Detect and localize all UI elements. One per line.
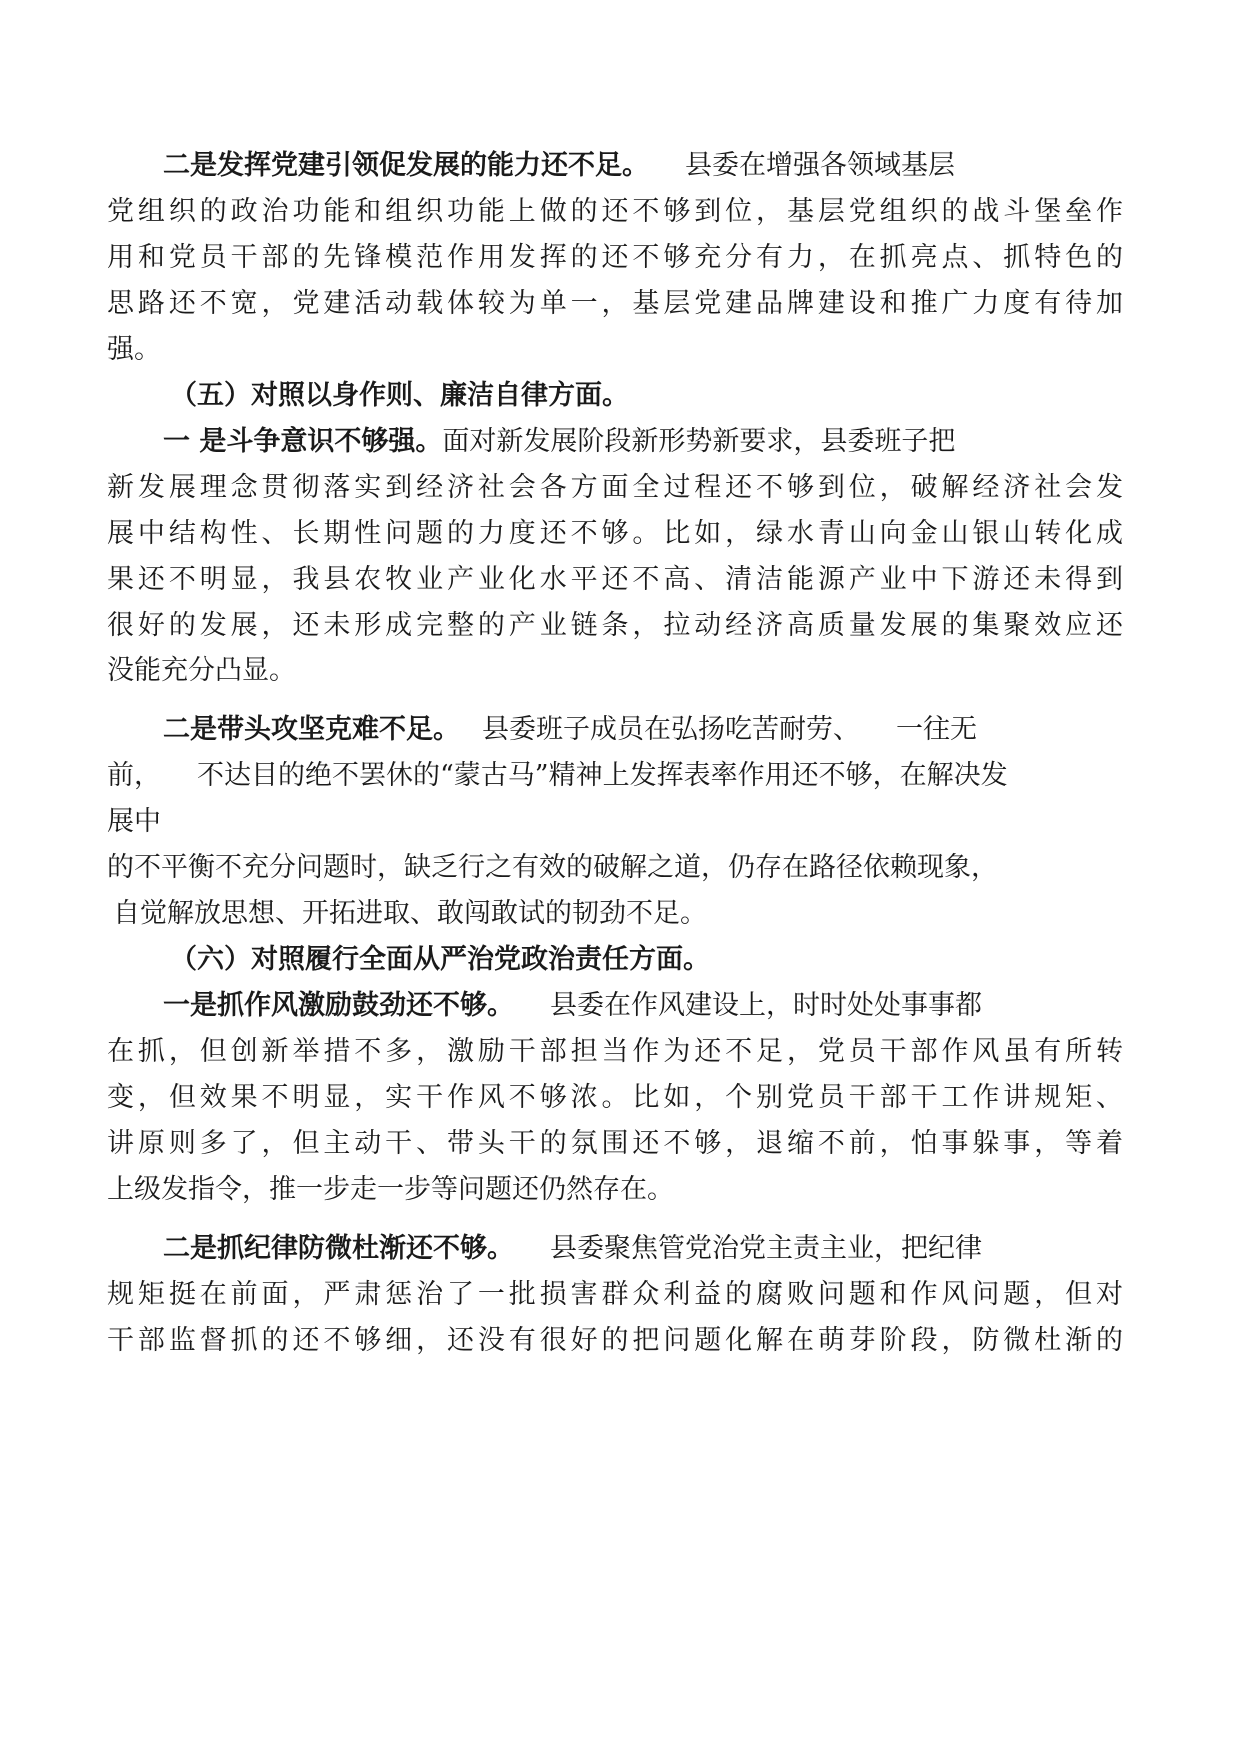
paragraph-line: 新 发 展 理 念 贯 彻 落 实 到 经 济 社 会 各 方 面 全 过 程 还 不 够 到 位 ， 破 解 经 济 社 会 发: [107, 472, 1123, 503]
paragraph-line: [163, 148, 955, 184]
paragraph-text: 前，: [107, 760, 161, 791]
paragraph-line: [163, 1231, 982, 1267]
paragraph-text: 一往无: [896, 714, 977, 745]
paragraph-line: 很 好 的 发 展 ， 还 未 形 成 完 整 的 产 业 链 条 ， 拉 动 经 济 高 质 量 发 展 的 集 聚 效 应 还: [107, 610, 1123, 641]
paragraph-line: 展中: [107, 806, 161, 837]
paragraph-text: 县委聚焦管党治党主责主业，把纪律: [550, 1233, 982, 1264]
paragraph-line: 讲 原 则 多 了 ， 但 主 动 干 、 带 头 干 的 氛 围 还 不 够 ， 退 缩 不 前 ， 怕 事 躲 事 ， 等 着: [107, 1128, 1123, 1159]
paragraph-text: 不达目的绝不罢休的“蒙古马”精神上发挥表率作用还不够，在解决发: [197, 760, 1008, 791]
section-heading: （六）对照履行全面从严治党政治责任方面。: [170, 944, 710, 975]
section-heading: （五）对照以身作则、廉洁自律方面。: [170, 380, 629, 411]
paragraph-heading: 一是抓作风激励鼓劲还不够。: [163, 990, 514, 1021]
paragraph-line: [163, 424, 955, 460]
paragraph-line: [163, 988, 982, 1024]
paragraph-line: [107, 758, 1008, 794]
paragraph-heading: 二是抓纪律防微杜渐还不够。: [163, 1233, 514, 1264]
paragraph-line: 展 中 结 构 性 、 长 期 性 问 题 的 力 度 还 不 够 。 比 如 ， 绿 水 青 山 向 金 山 银 山 转 化 成: [107, 518, 1123, 549]
paragraph-line: 用 和 党 员 干 部 的 先 锋 模 范 作 用 发 挥 的 还 不 够 充 分 有 力 ， 在 抓 亮 点 、 抓 特 色 的: [107, 242, 1123, 273]
paragraph-line: 干 部 监 督 抓 的 还 不 够 细 ， 还 没 有 很 好 的 把 问 题 化 解 在 萌 芽 阶 段 ， 防 微 杜 渐 的: [107, 1325, 1123, 1356]
paragraph-line: 没能充分凸显。: [107, 655, 296, 686]
paragraph-line: 自觉解放思想、开拓进取、敢闯敢试的韧劲不足。: [113, 898, 707, 929]
paragraph-text: 县委在作风建设上，时时处处事事都: [550, 990, 982, 1021]
paragraph-heading: 二是发挥党建引领促发展的能力还不足。: [163, 150, 649, 181]
paragraph-line: 党 组 织 的 政 治 功 能 和 组 织 功 能 上 做 的 还 不 够 到 位 ， 基 层 党 组 织 的 战 斗 堡 垒 作: [107, 196, 1123, 227]
paragraph-line: 在 抓 ， 但 创 新 举 措 不 多 ， 激 励 干 部 担 当 作 为 还 不 足 ， 党 员 干 部 作 风 虽 有 所 转: [107, 1036, 1123, 1067]
paragraph-line: 的不平衡不充分问题时，缺乏行之有效的破解之道，仍存在路径依赖现象，: [107, 852, 998, 883]
paragraph-line: 思 路 还 不 宽 ， 党 建 活 动 载 体 较 为 单 一 ， 基 层 党 建 品 牌 建 设 和 推 广 力 度 有 待 加: [107, 288, 1123, 319]
paragraph-line: [163, 712, 977, 748]
paragraph-line: 强。: [107, 334, 161, 365]
paragraph-heading: 一 是斗争意识不够强。: [163, 426, 443, 457]
paragraph-line: 上级发指令，推一步走一步等问题还仍然存在。: [107, 1174, 674, 1205]
paragraph-text: 县委班子成员在弘扬吃苦耐劳、: [482, 714, 860, 745]
paragraph-line: 规 矩 挺 在 前 面 ， 严 肃 惩 治 了 一 批 损 害 群 众 利 益 的 腐 败 问 题 和 作 风 问 题 ， 但 对: [107, 1279, 1123, 1310]
paragraph-line: 果 还 不 明 显 ， 我 县 农 牧 业 产 业 化 水 平 还 不 高 、 清 洁 能 源 产 业 中 下 游 还 未 得 到: [107, 564, 1123, 595]
paragraph-text: 面对新发展阶段新形势新要求，县委班子把: [442, 426, 956, 457]
paragraph-heading: 二是带头攻坚克难不足。: [163, 714, 460, 745]
paragraph-line: 变 ， 但 效 果 不 明 显 ， 实 干 作 风 不 够 浓 。 比 如 ， 个 别 党 员 干 部 干 工 作 讲 规 矩 、: [107, 1082, 1123, 1113]
paragraph-text: 县委在增强各领域基层: [685, 150, 955, 181]
